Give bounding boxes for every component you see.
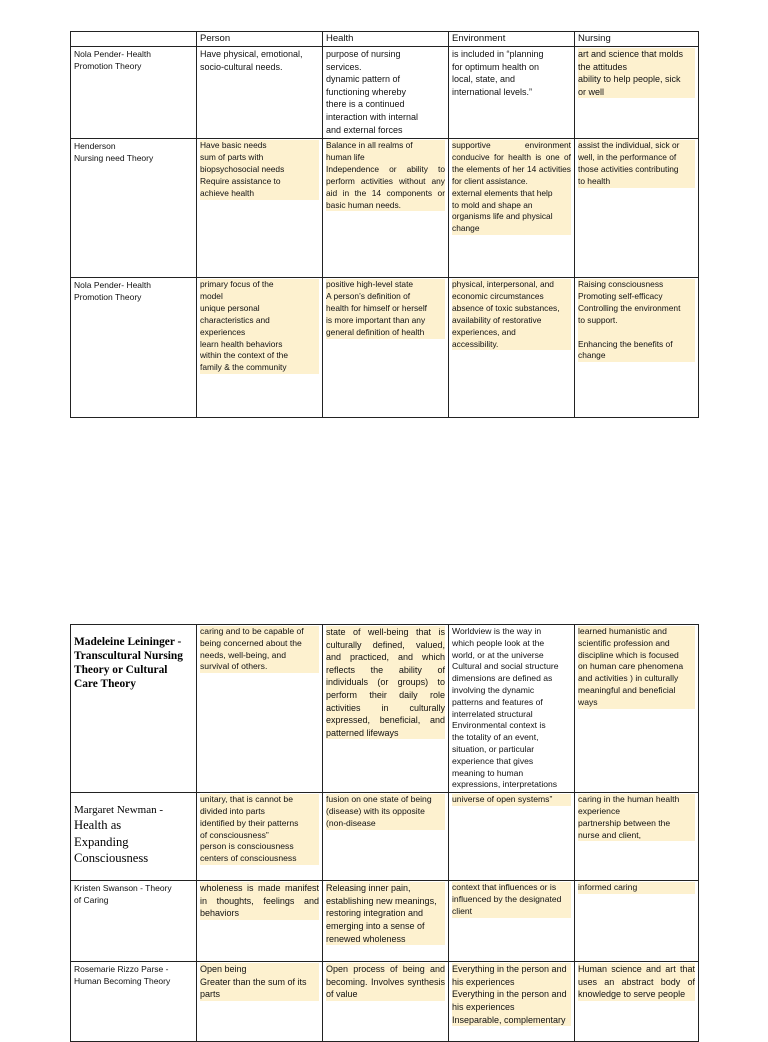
- person-text: Open being Greater than the sum of its parts: [200, 963, 319, 1001]
- table-row: [71, 47, 699, 139]
- person-cell: [197, 962, 323, 1042]
- environment-text: Worldview is the way in which people look at the world, or at the universe Cultural and social structure dimensions are defined as involving the dynamic patterns and features of interrelated structural Environmental context is the totality of an event, situation, or particular experience that gives meaning to human expressions, interpretations: [452, 626, 559, 790]
- header-blank: [71, 32, 197, 47]
- nursing-cell: [575, 793, 699, 881]
- table-row: [71, 278, 699, 418]
- nursing-text: assist the individual, sick or well, in the performance of those activities contributing to health: [578, 140, 695, 188]
- header-person: Person: [197, 32, 323, 47]
- person-cell: [197, 881, 323, 962]
- table-row: [71, 139, 699, 278]
- environment-text: is included in “planning for optimum health on local, state, and international levels.”: [452, 49, 544, 97]
- health-cell: [323, 881, 449, 962]
- person-cell: [197, 793, 323, 881]
- person-text: unitary, that is cannot be divided into parts identified by their patterns of consciousness” person is consciousness centers of consciousness: [200, 794, 319, 865]
- environment-cell: [449, 881, 575, 962]
- theory-name-small: Margaret Newman -: [74, 804, 163, 817]
- nursing-cell: [575, 139, 699, 278]
- environment-cell: [449, 625, 575, 793]
- header-nursing: Nursing: [575, 32, 699, 47]
- health-text: Balance in all realms of human life Independence or ability to perform activities without any aid in the 14 components or basic human needs.: [326, 140, 445, 210]
- nursing-text: Raising consciousness Promoting self-efficacy Controlling the environment to support. Enhancing the benefits of change: [578, 279, 695, 362]
- table-row: [71, 793, 699, 881]
- header-row: [71, 32, 699, 47]
- theory-name: Henderson Nursing need Theory: [74, 141, 154, 163]
- environment-text: context that influences or is influenced by the designated client: [452, 882, 571, 917]
- environment-cell: [449, 47, 575, 139]
- table-row: [71, 881, 699, 962]
- health-cell: [323, 278, 449, 418]
- theory-name: Madeleine Leininger - Transcultural Nursing Theory or Cultural Care Theory: [74, 636, 183, 690]
- nursing-cell: [575, 47, 699, 139]
- person-cell: [197, 139, 323, 278]
- header-health: Health: [323, 32, 449, 47]
- theory-name-cell: [71, 47, 197, 139]
- nursing-text: learned humanistic and scientific profession and discipline which is focused on human care phenomena and activities ) in culturally meaningful and beneficial ways: [578, 626, 695, 709]
- health-text: Open process of being and becoming. Involves synthesis of value: [326, 964, 445, 1000]
- person-text: Have physical, emotional, socio-cultural needs.: [200, 49, 303, 72]
- theory-name-cell: [71, 625, 197, 793]
- person-text: primary focus of the model unique personal characteristics and experiences learn health behaviors within the context of the family & the community: [200, 279, 319, 374]
- nursing-text: informed caring: [578, 882, 695, 894]
- table-row: [71, 962, 699, 1042]
- health-cell: [323, 793, 449, 881]
- environment-cell: [449, 278, 575, 418]
- nursing-cell: [575, 962, 699, 1042]
- health-text: fusion on one state of being (disease) with its opposite (non-disease: [326, 794, 445, 829]
- theory-name: Kristen Swanson - Theory of Caring: [74, 883, 172, 906]
- nursing-text: Human science and art that uses an abstract body of knowledge to serve people: [578, 964, 695, 1000]
- nursing-cell: [575, 881, 699, 962]
- environment-text: physical, interpersonal, and economic circumstances absence of toxic substances, availability of restorative experiences, and accessibility.: [452, 279, 571, 350]
- health-cell: [323, 962, 449, 1042]
- person-text: Have basic needs sum of parts with biopsychosocial needs Require assistance to achieve health: [200, 140, 319, 200]
- theory-name-cell: [71, 962, 197, 1042]
- environment-cell: [449, 793, 575, 881]
- theory-table-1: [70, 31, 699, 418]
- nursing-text: art and science that molds the attitudes ability to help people, sick or well: [578, 48, 695, 98]
- person-cell: [197, 625, 323, 793]
- theory-name: Nola Pender- Health Promotion Theory: [74, 49, 152, 71]
- environment-cell: [449, 962, 575, 1042]
- nursing-cell: [575, 625, 699, 793]
- person-text: wholeness is made manifest in thoughts, feelings and behaviors: [200, 883, 319, 919]
- health-text: purpose of nursing services. dynamic pattern of functioning whereby there is a continued interaction with internal and external forces: [326, 49, 419, 135]
- health-text: Releasing inner pain, establishing new meanings, restoring integration and emerging into a sense of renewed wholeness: [326, 882, 445, 945]
- table-row: [71, 625, 699, 793]
- environment-text: universe of open systems”: [452, 794, 571, 806]
- theory-table-2: [70, 624, 699, 1042]
- health-cell: [323, 625, 449, 793]
- theory-name: Nola Pender- Health Promotion Theory: [74, 280, 152, 302]
- theory-name-large: Health as Expanding Consciousness: [74, 818, 149, 866]
- person-text: caring and to be capable of being concerned about the needs, well-being, and survival of others.: [200, 626, 319, 673]
- header-environment: Environment: [449, 32, 575, 47]
- person-cell: [197, 278, 323, 418]
- person-cell: [197, 47, 323, 139]
- health-text: positive high-level state A person’s definition of health for himself or herself is more important than any general definition of health: [326, 279, 445, 339]
- theory-name: Rosemarie Rizzo Parse - Human Becoming Theory: [74, 964, 171, 987]
- nursing-text: caring in the human health experience partnership between the nurse and client,: [578, 794, 695, 841]
- health-cell: [323, 47, 449, 139]
- nursing-cell: [575, 278, 699, 418]
- health-cell: [323, 139, 449, 278]
- theory-name-cell: [71, 139, 197, 278]
- theory-name-cell: [71, 278, 197, 418]
- theory-name-cell: [71, 881, 197, 962]
- health-text: state of well-being that is culturally defined, valued, and practiced, and which reflects the ability of individuals (or groups) to perform their daily role activities in culturally expressed, beneficial, and patterned lifeways: [326, 627, 445, 738]
- theory-name-cell: [71, 793, 197, 881]
- environment-text: supportive environment conducive for health is one of the elements of her 14 activities for client assistance. external elements that help to mold and shape an organisms life and physical change: [452, 140, 571, 234]
- environment-text: Everything in the person and his experiences Everything in the person and his experiences Inseparable, complementary: [452, 963, 571, 1026]
- environment-cell: [449, 139, 575, 278]
